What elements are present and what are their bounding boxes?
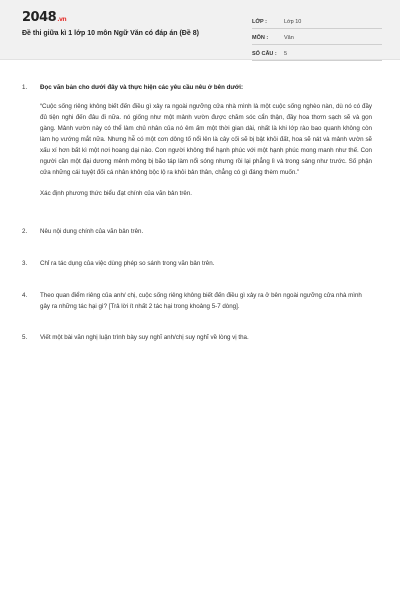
question-body: [40, 82, 372, 199]
logo-suffix: .vn: [57, 16, 67, 23]
question-text: Nêu nội dung chính của văn bản trên.: [40, 228, 144, 235]
question-3: [22, 258, 372, 269]
meta-label: LỚP :: [252, 18, 267, 25]
meta-row-question-count: [252, 47, 382, 61]
question-prompt: Đọc văn bản cho dưới đây và thực hiện các yêu cầu nêu ở bên dưới:: [40, 84, 244, 91]
question-text: Chỉ ra tác dụng của việc dùng phép so sánh trong văn bản trên.: [40, 260, 215, 267]
question-text: Theo quan điểm riêng của anh/ chị, cuộc sống riêng không biết đến điều gì xảy ra ở bên ngoài ngưỡng cửa nhà mình gây ra những tác hại gì? [Trả lời ít nhất 2 tác hại trong khoảng 5-7 dòng].: [40, 292, 362, 310]
question-5: [22, 332, 372, 343]
question-number: 3.: [22, 260, 28, 267]
meta-value: 5: [284, 50, 288, 57]
meta-label: MÔN :: [252, 34, 269, 41]
site-logo[interactable]: [22, 10, 66, 25]
question-number: 4.: [22, 292, 28, 299]
question-subprompt: Xác định phương thức biểu đạt chính của văn bản trên.: [40, 190, 193, 197]
meta-row-subject: [252, 31, 382, 45]
question-number: 2.: [22, 228, 28, 235]
meta-label: SỐ CÂU :: [252, 50, 277, 57]
question-list: [22, 82, 372, 343]
question-2: [22, 226, 372, 237]
logo-text: 2048: [22, 10, 57, 25]
question-4: [22, 290, 372, 312]
question-number: 1.: [22, 84, 28, 91]
page-header: [0, 0, 400, 60]
question-number: 5.: [22, 334, 28, 341]
meta-value: Lớp 10: [284, 18, 302, 25]
reading-passage: “Cuộc sống riêng không biết đến điều gì xảy ra ngoài ngưỡng cửa nhà mình là một cuộc sống nghèo nàn, dù nó có đầy đủ tiện nghi đến đâu đi nữa. nó giống như một mảnh vườn được chăm sóc cẩn thận, đầy hoa thơm sạch sẽ và gọn gàng. Mảnh vườn này có thể làm chủ nhân của nó êm ấm một thời gian dài, nhất là khi lớp rào bao quanh không còn làm họ vướng mắt nữa. Nhưng hễ có một cơn dông tố nổi lên là cây cối sẽ bị bật khỏi đất, hoa sẽ nát và mảnh vườn sẽ xấu xí hơn bất kì một nơi hoang dại nào. Con người không thể hạnh phúc với một hạnh phúc mong manh như thế. Con người cần một đại dương mênh mông bị bão táp làm nổi sóng nhưng rồi lại phẳng lì và trong sáng như trước. Số phận cửa những cái tuyệt đối cá nhân không bộc lộ ra khỏi bản thân, chẳng có gì đáng thèm muốn.”: [40, 103, 372, 176]
document-title: Đề thi giữa kì 1 lớp 10 môn Ngữ Văn có đáp án (Đề 8): [22, 30, 199, 37]
exam-meta-table: [252, 15, 382, 63]
question-text: Viết một bài văn nghị luận trình bày suy nghĩ anh/chị suy nghĩ về lòng vị tha.: [40, 334, 249, 341]
meta-row-grade: [252, 15, 382, 29]
meta-value: Văn: [284, 34, 294, 41]
question-1: [22, 82, 372, 199]
